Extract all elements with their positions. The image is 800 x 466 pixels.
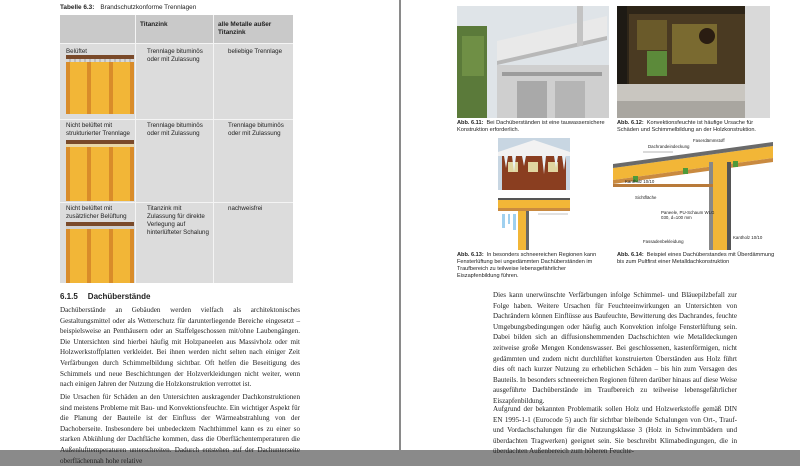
row3-titanzink: Titanzink mit Zulassung für direkte Verlegung auf hinterlüfteter Schalung (147, 205, 209, 236)
row-label-structured: Nicht belüftet mit strukturierter Trennlage (66, 122, 130, 137)
roof-section-drawing-structured (66, 140, 134, 201)
label-fassadenbekleidung: Fassadenbekleidung (643, 239, 684, 244)
row2-other: Trennlage bituminös oder mit Zulassung (228, 122, 284, 137)
row2-titanzink: Trennlage bituminös oder mit Zulassung (147, 122, 203, 137)
body-paragraph-2: Die Ursachen für Schäden an den Untersichten auskragender Dachkonstruktionen sind meistens Probleme mit Bau- und Konvektionsfeuchte. Ein wichtiger Aspekt für die Planung der Bauteile ist der Einfluss der Wärmeabstrahlung von der Dachoberseite. Insbesondere bei unbedecktem Nachthimmel kann es zu einer so starken Abkühlung der Dachfläche kommen, dass die Oberflächentemperaturen die Außenlufttemperaturen unterschreiten. Dadurch entstehen auf der Dachunterseite oberflächennah hohe relative (60, 393, 300, 465)
body-paragraph-3: Dies kann unerwünschte Verfärbungen infolge Schimmel- und Bläuepilzbefall zur Folge haben. Weitere Ursachen für Feuchteeinwirkungen an Untersichten von Dachrändern können Einflüsse aus Baufeuchte, Bewitterung des Dachrandes, feuchte Umgebungsbedingungen oder häufig auch Konvektion infolge Fensterlüftung sein. Dabei bilden sich an diffusionshemmenden Dachschichten wie Metalldeckungen zeitweise große Mengen Kondenswasser. Bei geschlossenen, kastenförmigen, nicht gedämmten und zudem nicht durchlüftet konstruierten Überständen aus Holz führt dies oft nach kurzer Nutzung zu erheblichen Schäden – bis hin zum Versagen des Bauteils. In besonders schneereichen Regionen führen darüber hinaus auf diese Weise ausgeführte Dachüberstände im Traufbereich zu teilweise lebensgefährlicher Eiszapfenbildung. (493, 291, 737, 405)
table-caption: Tabelle 6.3: Brandschutzkonforme Trennlagen (60, 4, 197, 11)
caption-fig-6-12: Abb. 6.12: Konvektionsfeuchte ist häufige Ursache für Schäden und Schimmelbildung an der Holzkonstruktion. (617, 120, 756, 133)
left-page (0, 0, 399, 465)
row1-other: beliebige Trennlage (228, 48, 283, 55)
label-dachrandeindeckung: Dachrandeindeckung (648, 144, 690, 149)
row1-titanzink: Trennlage bituminös oder mit Zulassung (147, 48, 203, 63)
row3-other: nachweisfrei (228, 205, 263, 212)
body-paragraph-1: Dachüberstände an Gebäuden werden vielfach als architektonisches Gestaltungsmittel oder als Wetterschutz für darunterliegende Bereiche eingesetzt – beispielsweise an Penthäusern oder an Staffelgeschossen mit/ohne Laubengängen. Die Untersichten sind hierbei häufig mit Holzpaneelen aus Massivholz oder mit Holzwerkstoffplatten verkleidet. Bei ihnen werden nicht selten nach einiger Zeit Verfärbungen durch Schimmelbildung sichtbar. Oft helfen die Beseitigung des Schimmels und neue Beschichtungen der Holzverkleidungen nicht weiter, wenn nach einigen Jahren der Nutzung die Holzkonstruktion verrottet ist. (60, 306, 300, 389)
caption-fig-6-13: Abb. 6.13: In besonders schneereichen Regionen kann Fensterlüftung bei ungedämmten Dachüberständen im Traufbereich zu teilweise lebensgefährlicher Eiszapfenbildung führen. (457, 252, 597, 279)
caption-fig-6-11: Abb. 6.11: Bei Dachüberständen ist eine tauwassersichere Konstruktion erforderlich. (457, 120, 605, 133)
label-paneele: Paneele, PU-Schaum WLG 030, d=100 mm (661, 210, 715, 220)
label-faserdaemmstoff: Faserdämmstoff (693, 138, 725, 143)
row-label-ventilated: Belüftet (66, 48, 87, 55)
label-sichtflaeche: Sichtfläche (635, 195, 657, 200)
right-page (401, 0, 800, 456)
body-paragraph-4: Aufgrund der bekannten Problematik sollen Holz und Holzwerkstoffe gemäß DIN EN 1995-1-1 (Eurocode 5) auch für sichtbar bleibende Schalungen von Ort-, Trauf- und Vordachschalungen für die Nutzungsklasse 3 (Holz in Schwimmbädern und überdachten Tragwerken) geeignet sein. Sie beschreibt Klimabedingungen, die in überdachten Außenbereich zum höheren Feuchte- (493, 405, 737, 456)
diagram-roof-overhang-insulation (613, 138, 773, 250)
row-label-additional-ventilation: Nicht belüftet mit zusätzlicher Belüftung (66, 205, 127, 220)
roof-section-drawing-additional-ventilation (66, 222, 134, 283)
roof-section-drawing-ventilated (66, 55, 134, 114)
label-kantholz-1: Kantholz 10/10 (625, 179, 655, 184)
table-header-empty (60, 15, 135, 43)
photo-roof-overhang (457, 6, 609, 118)
table-header-other-metals: alle Metalle außer Titanzink (214, 15, 293, 43)
photo-mould-damage (617, 6, 770, 118)
section-heading: 6.1.5 Dachüberstände (60, 292, 151, 301)
photo-icicles (498, 138, 570, 190)
table-header-titanzink: Titanzink (136, 15, 213, 43)
drawing-eaves-detail (498, 194, 570, 250)
label-kantholz-2: Kantholz 10/10 (733, 235, 763, 240)
caption-fig-6-14: Abb. 6.14: Beispiel eines Dachüberstandes mit Überdämmung bis zum Pultfirst einer Metalldachkonstruktion (617, 252, 775, 265)
